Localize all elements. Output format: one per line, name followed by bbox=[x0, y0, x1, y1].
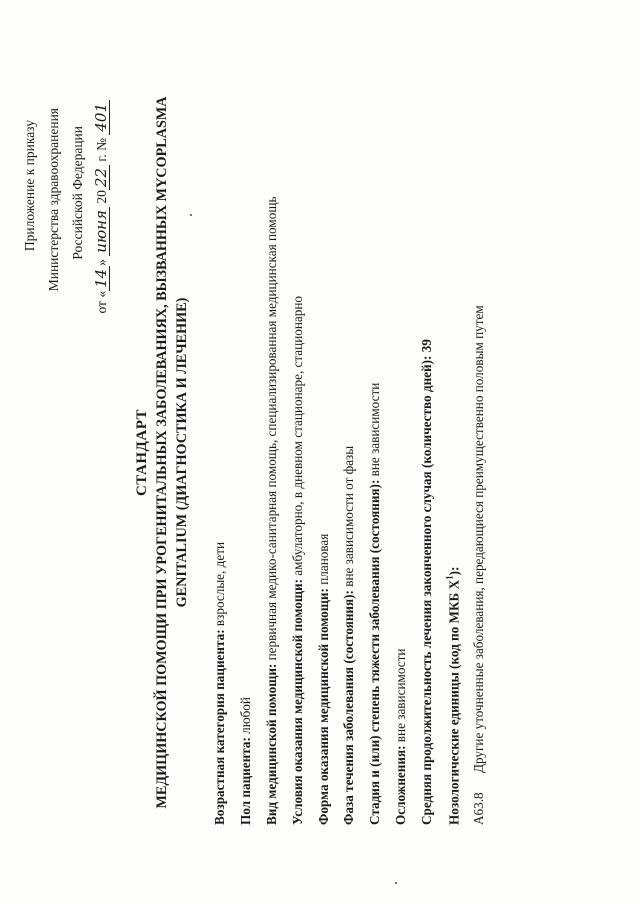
date-mid: » bbox=[94, 255, 109, 266]
number-prefix: г. № bbox=[94, 138, 109, 166]
field-complications bbox=[393, 649, 409, 825]
handwritten-month: июня bbox=[94, 207, 110, 256]
date-prefix: от « bbox=[94, 290, 109, 314]
field-value: первичная медико-санитарная помощь, специализированная медицинская помощь bbox=[264, 196, 279, 664]
annex-line-1: Приложение к приказу bbox=[22, 120, 37, 252]
field-label: Условия оказания медицинской помощи: bbox=[290, 579, 305, 825]
scan-speck bbox=[190, 214, 192, 216]
year-prefix: 20 bbox=[94, 190, 109, 208]
field-treatment-duration bbox=[419, 339, 435, 825]
field-label: Фаза течения заболевания (состояния): bbox=[341, 590, 356, 825]
field-label: Нозологические единицы (код по МКБ X bbox=[446, 579, 462, 825]
document-title: СТАНДАРТ bbox=[134, 408, 150, 497]
field-value: амбулаторно, в дневном стационаре, стационарно bbox=[290, 295, 305, 579]
field-label: Пол пациента: bbox=[238, 737, 253, 825]
field-value: 39 bbox=[419, 339, 434, 356]
nosology-row bbox=[471, 305, 487, 825]
field-label: Форма оказания медицинской помощи: bbox=[316, 588, 331, 825]
field-value: любой bbox=[238, 697, 253, 738]
field-value: плановая bbox=[316, 533, 331, 589]
field-nosology-heading bbox=[445, 567, 462, 825]
handwritten-year: 22 bbox=[94, 165, 110, 190]
field-label: Средняя продолжительность лечения законченного случая (количество дней): bbox=[419, 355, 434, 825]
field-label-end: ): bbox=[446, 566, 462, 576]
field-disease-stage bbox=[367, 383, 383, 825]
field-value: взрослые, дети bbox=[212, 541, 227, 630]
handwritten-number: 401 bbox=[94, 100, 110, 135]
document-subtitle-1: МЕДИЦИНСКОЙ ПОМОЩИ ПРИ УРОГЕНИТАЛЬНЫХ ЗАБОЛЕВАНИЯХ, ВЫЗВАННЫХ MYCOPLASMA bbox=[154, 96, 170, 809]
field-label: Возрастная категория пациента: bbox=[212, 629, 227, 825]
field-age-category bbox=[212, 542, 228, 825]
field-disease-phase bbox=[341, 446, 357, 825]
icd-description: Другие уточненные заболевания, передающиеся преимущественно половым путем bbox=[471, 305, 486, 773]
scan-speck bbox=[395, 882, 397, 884]
icd-code: A63.8 bbox=[471, 792, 486, 825]
field-sex bbox=[238, 697, 254, 825]
field-label: Вид медицинской помощи: bbox=[264, 663, 279, 825]
footnote-ref: 1 bbox=[445, 575, 455, 580]
document-subtitle-2: GENITALIUM (ДИАГНОСТИКА И ЛЕЧЕНИЕ) bbox=[174, 297, 190, 608]
annex-line-2: Министерства здравоохранения bbox=[46, 108, 61, 292]
field-label: Стадия и (или) степень тяжести заболевания (состояния): bbox=[367, 479, 382, 825]
field-value: вне зависимости от фазы bbox=[341, 445, 356, 591]
annex-date-line bbox=[94, 100, 110, 314]
field-care-conditions bbox=[290, 296, 306, 825]
annex-line-3: Российской Федерации bbox=[70, 126, 85, 260]
handwritten-day: 14 bbox=[94, 266, 110, 291]
field-value: вне зависимости bbox=[367, 382, 382, 480]
field-care-type bbox=[264, 197, 280, 826]
field-label: Осложнения: bbox=[393, 745, 408, 825]
field-value: вне зависимости bbox=[393, 648, 408, 746]
field-care-form bbox=[316, 534, 332, 825]
